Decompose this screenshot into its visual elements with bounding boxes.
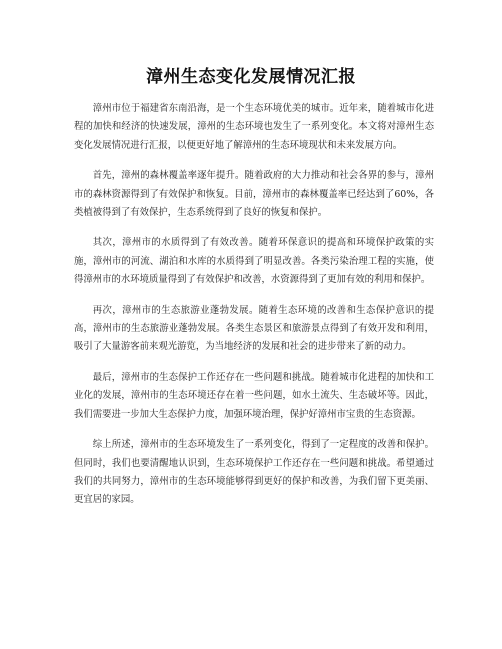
- paragraph-forest: 首先，漳州的森林覆盖率逐年提升。随着政府的大力推动和社会各界的参与，漳州市的森林资源得到了有效保护和恢复。目前，漳州市的森林覆盖率已经达到了60%，各类植被得到了有效保护，生态系统得到了良好的恢复和保护。: [74, 170, 434, 219]
- paragraph-conclusion: 综上所述，漳州市的生态环境发生了一系列变化，得到了一定程度的改善和保护。但同时，我们也要清醒地认识到，生态环境保护工作还存在一些问题和挑战。希望通过我们的共同努力，漳州市的生态环境能够得到更好的保护和改善，为我们留下更美丽、更宜居的家园。: [74, 439, 434, 506]
- paragraph-tourism: 再次，漳州市的生态旅游业蓬勃发展。随着生态环境的改善和生态保护意识的提高，漳州市的生态旅游业蓬勃发展。各类生态景区和旅游景点得到了有效开发和利用，吸引了大量游客前来观光游览，为当地经济的发展和社会的进步带来了新的动力。: [74, 304, 434, 353]
- paragraph-water: 其次，漳州市的水质得到了有效改善。随着环保意识的提高和环境保护政策的实施，漳州市的河流、湖泊和水库的水质得到了明显改善。各类污染治理工程的实施，使得漳州市的水环境质量得到了有效保护和改善，水资源得到了更加有效的利用和保护。: [74, 237, 434, 286]
- paragraph-intro: 漳州市位于福建省东南沿海，是一个生态环境优美的城市。近年来，随着城市化进程的加快和经济的快速发展，漳州的生态环境也发生了一系列变化。本文将对漳州生态变化发展情况进行汇报，以便更好地了解漳州的生态环境现状和未来发展方向。: [74, 103, 434, 151]
- paragraph-challenges: 最后，漳州市的生态保护工作还存在一些问题和挑战。随着城市化进程的加快和工业化的发展，漳州市的生态环境还存在着一些问题，如水土流失、生态破坏等。因此，我们需要进一步加大生态保护力度，加强环境治理，保护好漳州市宝贵的生态资源。: [74, 371, 434, 420]
- document-body: [74, 100, 434, 522]
- document-title: 漳州生态变化发展情况汇报: [146, 67, 356, 87]
